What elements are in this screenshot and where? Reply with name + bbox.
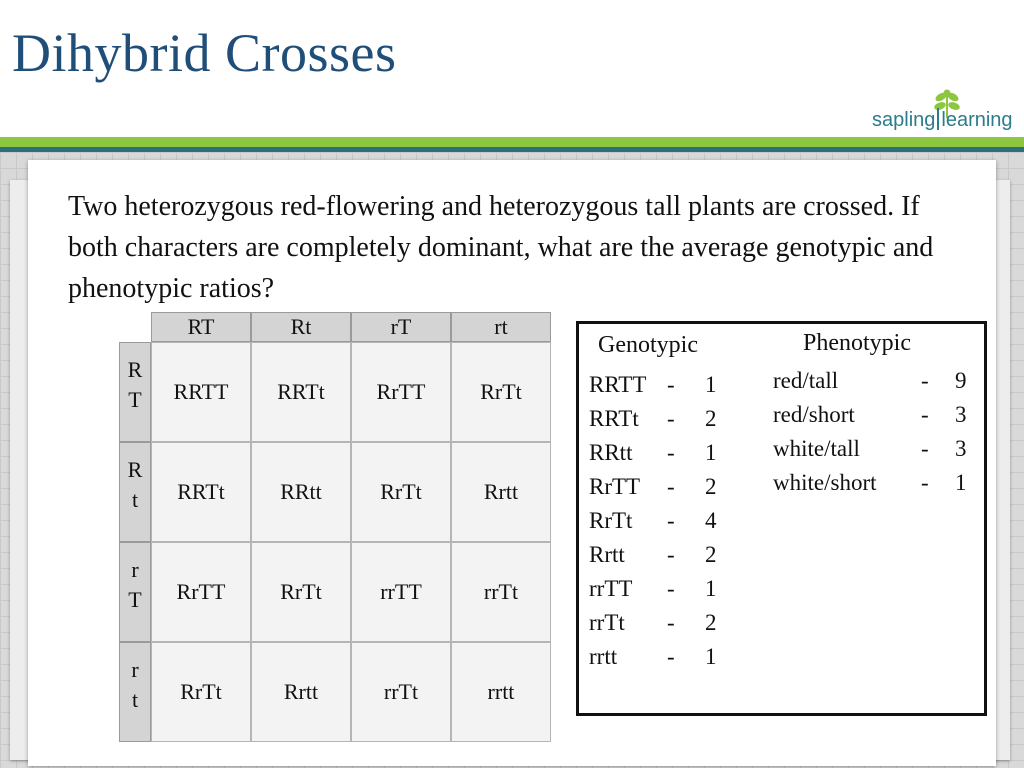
separator-dash: - [667, 508, 675, 533]
genotypic-header: Genotypic [598, 332, 698, 358]
separator-dash: - [667, 406, 675, 431]
genotype-count: 2 [705, 406, 717, 431]
punnett-cell: RrTT [151, 542, 251, 642]
punnett-cell: rrTT [351, 542, 451, 642]
punnett-cell: RrTt [351, 442, 451, 542]
phenotype-row [773, 398, 967, 432]
logo-text [872, 108, 1013, 132]
sapling-learning-logo [872, 88, 1022, 134]
ratios-box [576, 321, 987, 716]
separator-dash: - [667, 440, 675, 465]
separator-dash: - [921, 470, 929, 495]
row-header [119, 342, 151, 442]
genotype-name: Rrtt [589, 542, 625, 567]
col-header: rT [351, 312, 451, 342]
separator-dash: - [921, 368, 929, 393]
row-header [119, 442, 151, 542]
row-header-bottom: T [128, 387, 142, 412]
phenotype-count: 3 [955, 402, 967, 427]
separator-dash: - [667, 576, 675, 601]
question-text: Two heterozygous red-flowering and heterozygous tall plants are crossed. If both characters are completely dominant, what are the average genotypic and phenotypic ratios? [68, 191, 934, 304]
row-header-bottom: t [131, 687, 139, 712]
genotype-count: 1 [705, 644, 717, 669]
genotype-name: RRTT [589, 372, 647, 397]
genotype-name: rrtt [589, 644, 618, 669]
punnett-cell: rrTt [351, 642, 451, 742]
genotype-count: 2 [705, 474, 717, 499]
col-header: rt [451, 312, 551, 342]
separator-dash: - [667, 474, 675, 499]
punnett-cell: rrTt [451, 542, 551, 642]
phenotype-name: red/short [773, 402, 855, 427]
separator-dash: - [667, 644, 675, 669]
genotype-count: 2 [705, 610, 717, 635]
genotype-count: 2 [705, 542, 717, 567]
phenotypic-header: Phenotypic [803, 330, 911, 356]
row-header-top: r [131, 657, 139, 682]
punnett-square [119, 312, 551, 742]
col-header: Rt [251, 312, 351, 342]
phenotype-name: white/tall [773, 436, 860, 461]
genotype-count: 4 [705, 508, 717, 533]
logo-text-right: learning [941, 109, 1013, 131]
genotype-row [589, 368, 717, 402]
header-stripe-green [0, 137, 1024, 147]
punnett-cell: Rrtt [451, 442, 551, 542]
separator-dash: - [667, 610, 675, 635]
genotype-name: rrTT [589, 576, 633, 601]
genotype-name: RRtt [589, 440, 633, 465]
genotype-row [589, 538, 717, 572]
genotype-count: 1 [705, 440, 717, 465]
logo-divider [937, 108, 939, 130]
row-header [119, 542, 151, 642]
punnett-cell: RrTt [151, 642, 251, 742]
punnett-cell: Rrtt [251, 642, 351, 742]
punnett-cell: RRTT [151, 342, 251, 442]
punnett-cell: RRTt [151, 442, 251, 542]
punnett-cell: RrTT [351, 342, 451, 442]
row-header-bottom: t [131, 487, 139, 512]
genotype-row [589, 504, 717, 538]
phenotype-row [773, 466, 967, 500]
phenotype-row [773, 364, 967, 398]
separator-dash: - [921, 402, 929, 427]
phenotype-count: 3 [955, 436, 967, 461]
genotype-row [589, 470, 717, 504]
genotype-row [589, 436, 717, 470]
genotype-name: RrTt [589, 508, 633, 533]
punnett-cell: RrTt [451, 342, 551, 442]
col-header: RT [151, 312, 251, 342]
row-header [119, 642, 151, 742]
genotype-row [589, 606, 717, 640]
genotype-row [589, 572, 717, 606]
genotype-count: 1 [705, 576, 717, 601]
genotype-row [589, 640, 717, 674]
row-header-top: R [127, 357, 143, 382]
phenotypic-list [773, 364, 967, 500]
phenotype-row [773, 432, 967, 466]
row-header-bottom: T [128, 587, 142, 612]
punnett-cell: RRtt [251, 442, 351, 542]
genotype-name: RRTt [589, 406, 639, 431]
phenotype-name: white/short [773, 470, 877, 495]
separator-dash: - [667, 372, 675, 397]
phenotype-count: 1 [955, 470, 967, 495]
slide-title: Dihybrid Crosses [12, 23, 397, 83]
genotypic-list [589, 368, 717, 674]
phenotype-count: 9 [955, 368, 967, 393]
row-header-top: R [127, 457, 143, 482]
separator-dash: - [921, 436, 929, 461]
punnett-cell: rrtt [451, 642, 551, 742]
logo-text-left: sapling [872, 109, 936, 131]
genotype-name: RrTT [589, 474, 641, 499]
punnett-cell: RrTt [251, 542, 351, 642]
genotype-name: rrTt [589, 610, 625, 635]
genotype-row [589, 402, 717, 436]
separator-dash: - [667, 542, 675, 567]
genotype-count: 1 [705, 372, 717, 397]
phenotype-name: red/tall [773, 368, 839, 393]
row-header-top: r [131, 557, 139, 582]
punnett-cell: RRTt [251, 342, 351, 442]
